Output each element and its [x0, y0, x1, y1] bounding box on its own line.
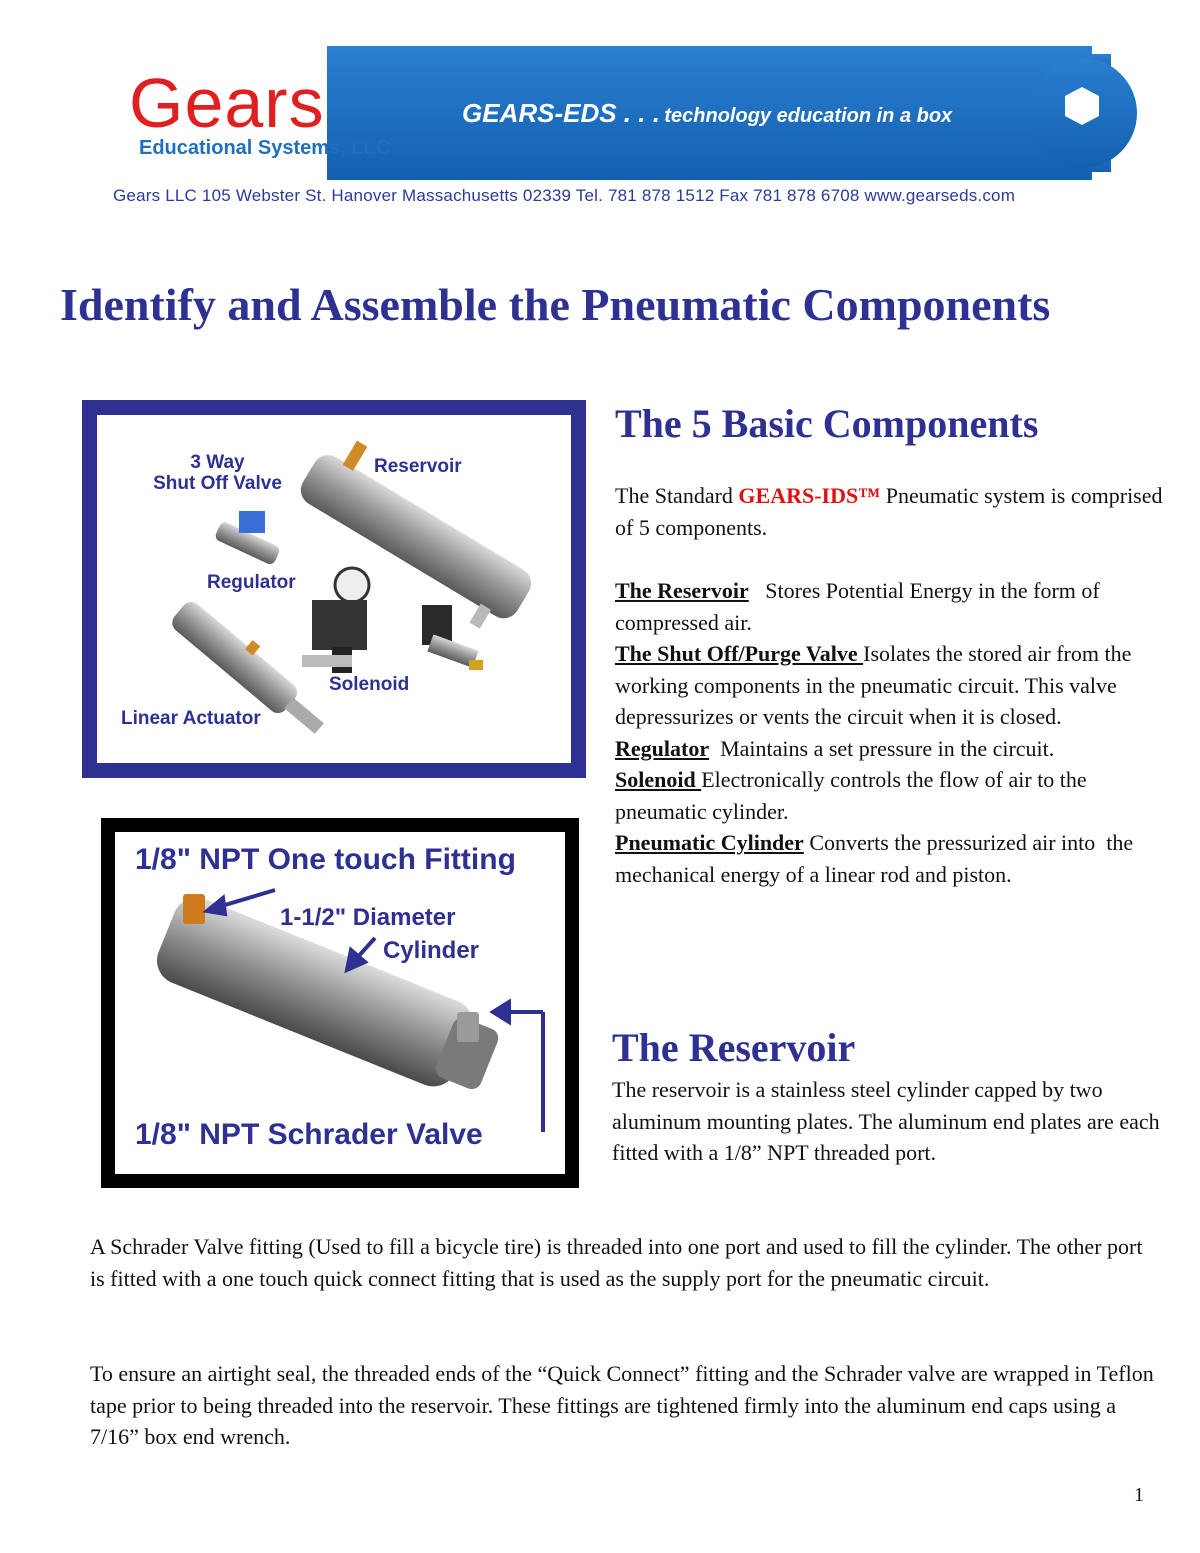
one-touch-fitting — [183, 894, 205, 924]
label-regulator: Regulator — [207, 572, 296, 593]
solenoid-part — [422, 605, 483, 670]
reservoir-figure-canvas — [115, 832, 565, 1174]
intro-text-start: The Standard — [615, 483, 739, 508]
label-reservoir: Reservoir — [374, 456, 462, 477]
logo-wordmark: Gears — [129, 64, 325, 142]
schrader-valve — [457, 1012, 479, 1042]
heading-reservoir: The Reservoir — [612, 1025, 856, 1070]
banner-tagline — [462, 98, 952, 129]
intro-brand: GEARS-IDS™ — [738, 483, 881, 508]
tagline-text: technology education in a box — [664, 105, 953, 127]
components-list — [615, 575, 1175, 890]
teflon-paragraph: To ensure an airtight seal, the threaded ends of the “Quick Connect” fitting and the Schrader valve are wrapped in Teflon tape prior to being threaded into the reservoir. These fittings are tightened firmly into the aluminum end caps using a 7/16” box end wrench. — [90, 1361, 1154, 1449]
component-desc: Isolates the stored air from the working components in the pneumatic circuit. This valve depressurizes or vents the circuit when it is closed. — [615, 641, 1132, 729]
label-diameter: 1-1/2" Diameter — [280, 904, 456, 931]
components-figure-canvas — [97, 415, 571, 763]
label-solenoid: Solenoid — [329, 674, 410, 695]
intro-paragraph — [615, 480, 1175, 543]
component-desc: Electronically controls the flow of air to the pneumatic cylinder. — [615, 767, 1087, 824]
component-term: Pneumatic Cylinder — [615, 830, 804, 855]
reservoir-paragraph: The reservoir is a stainless steel cylinder capped by two aluminum mounting plates. The aluminum end plates are each fitted with a 1/8” NPT threaded port. — [612, 1077, 1160, 1165]
label-one-touch-fitting: 1/8" NPT One touch Fitting — [135, 843, 516, 876]
schrader-paragraph: A Schrader Valve fitting (Used to fill a bicycle tire) is threaded into one port and used to fill the cylinder. The other port is fitted with a one touch quick connect fitting that is used as the supply port for the pneumatic circuit. — [90, 1234, 1143, 1291]
component-item-pneumatic-cylinder — [615, 827, 1175, 890]
regulator-part — [302, 568, 369, 673]
label-cylinder: Cylinder — [383, 937, 480, 964]
component-item-reservoir — [615, 575, 1175, 638]
label-shutoff-valve: 3 Way Shut Off Valve — [153, 452, 282, 494]
component-item-regulator — [615, 733, 1175, 765]
component-desc: Stores Potential Energy in the form of compressed air. — [615, 578, 1106, 635]
label-linear-actuator: Linear Actuator — [121, 708, 261, 729]
components-figure — [82, 400, 586, 778]
component-term: Solenoid — [615, 767, 702, 792]
shutoff-valve-part — [214, 511, 281, 566]
page-title: Identify and Assemble the Pneumatic Components — [60, 279, 1051, 330]
reservoir-figure — [101, 818, 579, 1188]
intro-text-end: Pneumatic system is comprised of 5 components. — [615, 483, 1163, 540]
tagline-brand: GEARS-EDS . . . — [462, 98, 660, 128]
logo-subtitle: Educational Systems, LLC — [139, 137, 391, 159]
component-desc: Converts the pressurized air into the mechanical energy of a linear rod and piston. — [615, 830, 1139, 887]
label-schrader-valve: 1/8" NPT Schrader Valve — [135, 1118, 483, 1151]
heading-basic-components: The 5 Basic Components — [615, 401, 1039, 446]
component-item-solenoid — [615, 764, 1175, 827]
component-term: Regulator — [615, 735, 710, 761]
company-address: Gears LLC 105 Webster St. Hanover Massachusetts 02339 Tel. 781 878 1512 Fax 781 878 6708 www.gearseds.com — [113, 186, 1016, 205]
component-desc: Maintains a set pressure in the circuit. — [709, 735, 1055, 761]
page-number: 1 — [1134, 1484, 1144, 1506]
header-banner — [107, 46, 1139, 180]
component-term: The Reservoir — [615, 578, 749, 603]
component-term: The Shut Off/Purge Valve — [615, 641, 864, 666]
component-item-shutoff-valve — [615, 638, 1175, 733]
